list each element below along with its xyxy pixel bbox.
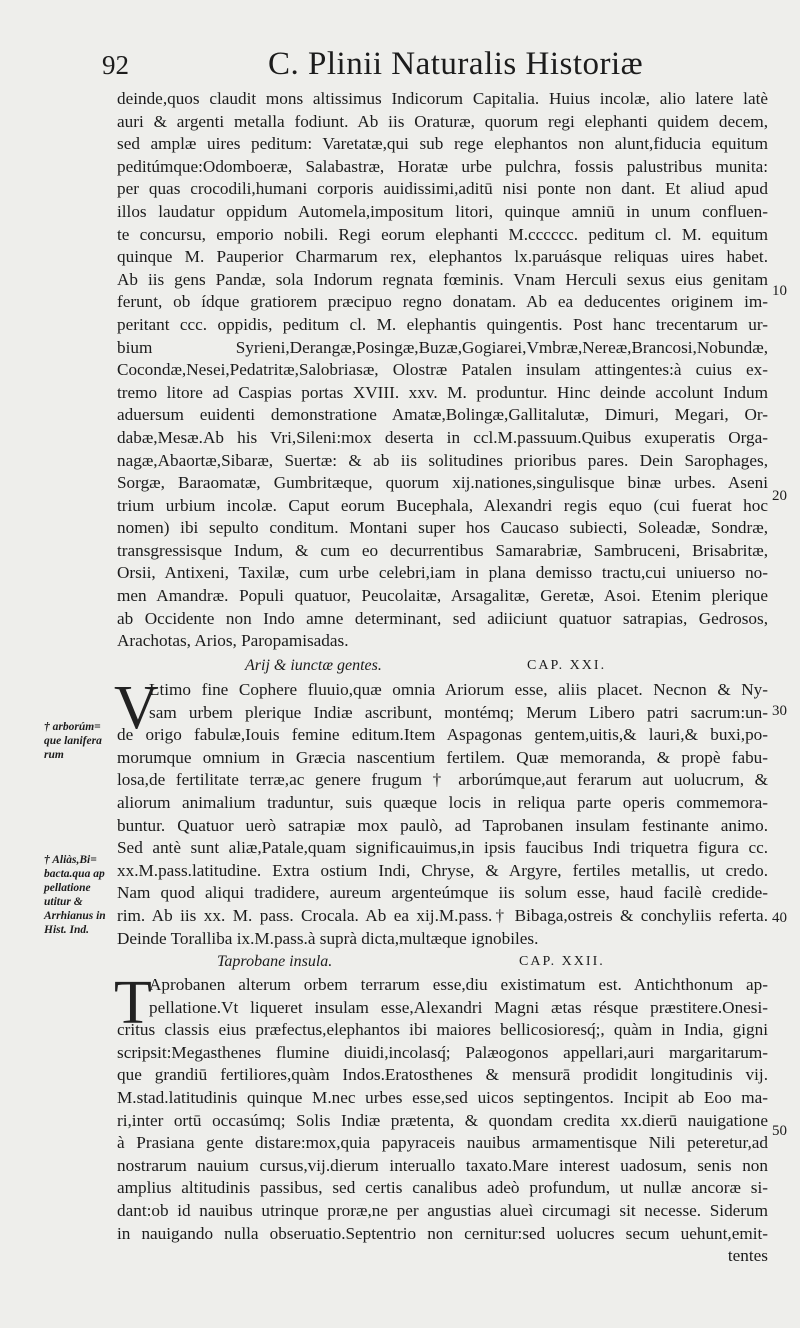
paragraph-block-3 bbox=[117, 974, 768, 1268]
text-line: Aprobanen alterum orbem terrarum esse,diu existimatum est. Antichthonum ap- bbox=[149, 975, 768, 994]
text-line: transgressisque Indum, & cum eo decurrentibus Samarabriæ, Sambruceni, Brisabritæ, bbox=[117, 540, 768, 560]
text-line: quinque M. Pauperior Charmarum rex, elephantos lx.paruásque reliquas uires habet. bbox=[117, 247, 768, 267]
text-line: buntur. Quatuor uerò satrapiæ mox paulò, ad Taprobanen insulam festinante animo. bbox=[117, 815, 768, 835]
text-line: per quas crocodili,humani corporis auidissimi,aditū nisi ponte non dant. Et aliud apud bbox=[117, 179, 768, 199]
text-line: aliorum animalium traduntur, suis quæque locis in reliqua parte operis commemora- bbox=[117, 792, 768, 812]
text-line: Sorgæ, Baraomatæ, Gumbritæque, quorum xij.nationes,singulisque binæ urbes. Aseni bbox=[117, 473, 768, 493]
text-line: nagæ,Abaortæ,Sibaræ, Suertæ: & ab iis solitudines prioribus pares. Dein Sarophages, bbox=[117, 450, 768, 470]
drop-cap: V bbox=[114, 674, 159, 742]
text-line: critus classis eius præfectus,elephantos ibi maiores bellicosioresq́;, quàm in India, gigni bbox=[117, 1020, 768, 1040]
text-line: ri,inter ortū occasúmq; Solis Indiæ prætenta, & quondam credita xx.dierū nauigatione bbox=[117, 1110, 768, 1130]
text-line: pellatione.Vt liqueret insulam esse,Alexandri Magni ætas résque præstitere.Onesi- bbox=[149, 997, 768, 1017]
text-line: ferunt, ob ídque gratiorem præcipuo regno donatam. Ab ea deducentes originem im- bbox=[117, 292, 768, 312]
text-line: morumque omnium in Græcia nascentium fertilem. Quæ memoranda, & propè fabu- bbox=[117, 747, 768, 767]
text-line: auri & argenti metalla fodiunt. Ab iis Oraturæ, quorum regi elephanti quidem decem, bbox=[117, 111, 768, 131]
catchword: tentes bbox=[727, 1246, 768, 1266]
text-line: bium Syrieni,Derangæ,Posingæ,Buzæ,Gogiarei,Vmbræ,Nereæ,Brancosi,Nobundæ, bbox=[117, 337, 768, 357]
chapter-heading-22 bbox=[117, 951, 768, 973]
text-line: Orsii, Antixeni, Taxilæ, cum urbe celebri,iam in plana demisso tractu,cui uniuerso no- bbox=[117, 563, 768, 583]
text-line: Arachotas, Arios, Paropamisadas. bbox=[117, 631, 349, 651]
text-line: trium urbium incolæ. Caput eorum Bucephala, Alexandri regis equo (cui fuerat hoc bbox=[117, 495, 768, 515]
text-line: sed amplæ uires peditum: Varetatæ,qui sub rege elephantos non alunt,fiducia equitum bbox=[117, 134, 768, 154]
marginal-note: † arborúm= que lanifera rum bbox=[44, 721, 102, 761]
text-line: sam urbem plerique Indiæ ascribunt, montémq; Merum Libero patri sacrum:un- bbox=[149, 702, 768, 722]
text-line: xx.M.pass.latitudine. Extra ostium Indi, Chryse, & Argyre, fertiles metallis, ut credo. bbox=[117, 860, 768, 880]
text-line: deinde,quos claudit mons altissimus Indicorum Capitalia. Huius incolæ, alio latere latè bbox=[117, 89, 768, 108]
text-line: illos laudatur oppidum Automela,impositum litori, quinque amniū in unum confluen- bbox=[117, 201, 768, 221]
chapter-number: CAP. XXII. bbox=[519, 954, 605, 969]
text-line: aduersum euidenti demonstratione Amatæ,Bolingæ,Gallitalutæ, Dimuri, Megari, Or- bbox=[117, 405, 768, 425]
running-title: C. Plinii Naturalis Historiæ bbox=[268, 46, 644, 82]
line-number: 10 bbox=[772, 283, 787, 299]
text-line: de origo fabulæ,Iouis femine editum.Item Aspagonas gentem,uitis,& lauri,& buxi,po- bbox=[117, 725, 768, 745]
text-line: peditúmque:Odomboeræ, Salabastræ, Horatæ urbe pulchra, fossis palustribus munita: bbox=[117, 156, 768, 176]
text-line: Cocondæ,Nesei,Pedatritæ,Salobriasæ, Olostræ Patalen insulam attingentes:à cuius ex- bbox=[117, 360, 768, 380]
text-line: Ltimo fine Cophere fluuio,quæ omnia Ariorum esse, aliis placet. Necnon & Ny- bbox=[149, 680, 768, 699]
text-line: te concursu, emporio nobili. Regi eorum elephanti M.cccccc. peditum cl. M. equitum bbox=[117, 224, 768, 244]
chapter-number: CAP. XXI. bbox=[527, 658, 607, 673]
chapter-title: Arij & iunctæ gentes. bbox=[245, 657, 382, 674]
text-line: tremo litore ad Caspias portas XVIII. xxv. M. produntur. Hinc deinde accolunt Indum bbox=[117, 382, 768, 402]
text-line: dabæ,Mesæ.Ab his Vri,Sileni:mox deserta in ccl.M.passuum.Quibus exuperatis Orga- bbox=[117, 427, 768, 447]
line-number: 50 bbox=[772, 1123, 787, 1139]
text-line: men Amandræ. Populi quatuor, Peucolaitæ, Arsagalitæ, Geretæ, Asoi. Etenim plerique bbox=[117, 586, 768, 606]
paragraph-block-2 bbox=[117, 679, 768, 950]
text-line: nomen) ibi sepulto conditum. Montani super hos Caucaso subiecti, Soleadæ, Sondræ, bbox=[117, 518, 768, 538]
text-line: scripsit:Megasthenes flumine diuidi,incolasq́; Palæogonos appellari,auri margaritarum- bbox=[117, 1042, 768, 1062]
text-line: dant:ob id nauibus utrinque proræ,ne per angustias alueì circumagi sit necesse. Siderum bbox=[117, 1200, 768, 1220]
text-line: in nauigando nulla obseruatio.Septentrio non cernitur:sed uolucres secum uehunt,emit- bbox=[117, 1223, 768, 1243]
line-number: 40 bbox=[772, 910, 787, 926]
paragraph-block-1 bbox=[117, 88, 768, 653]
line-number: 20 bbox=[772, 488, 787, 504]
drop-cap: T bbox=[114, 969, 152, 1037]
text-line: à Prasiana gente distare:mox,quia papyraceis nauibus armamentisque Nili peteretur,ad bbox=[117, 1133, 768, 1153]
marginal-note: † Aliàs,Bi= bacta.qua ap pellatione utitur & Arrhianus in Hist. Ind. bbox=[44, 854, 106, 936]
page-number: 92 bbox=[102, 50, 129, 80]
text-line: Ab iis gens Pandæ, sola Indorum regnata fœminis. Vnam Herculi sexus eius genitam bbox=[117, 269, 768, 289]
text-line: ab Occidente non Indo amne determinant, sed adiiciunt quatuor satrapias, Gedrosos, bbox=[117, 608, 768, 628]
text-line: que grandiū fertiliores,quàm Indos.Eratosthenes & mensurā prodidit longitudinis vij. bbox=[117, 1065, 768, 1085]
text-line: peritant ccc. oppidis, peditum cl. M. elephantis quingentis. Post hanc trecentarum ur- bbox=[117, 314, 768, 334]
text-line: Deinde Toralliba ix.M.pass.à suprà dicta,multæque ignobiles. bbox=[117, 928, 539, 948]
text-line: nostrarum nauium cursus,vij.dierum interuallo taxato.Mare interest uadosum, senis non bbox=[117, 1155, 768, 1175]
text-line: rim. Ab iis xx. M. pass. Crocala. Ab ea xij.M.pass.† Bibaga,ostreis & conchyliis referta. bbox=[117, 905, 768, 925]
text-line: Sed antè sunt aliæ,Patale,quam significauimus,in ipsis faucibus Indi triquetra figura cc. bbox=[117, 838, 768, 858]
text-line: amplius altitudinis passibus, sed certis canalibus adeò profundum, ut nullæ ancoræ si- bbox=[117, 1178, 768, 1198]
text-line: M.stad.latitudinis quinque M.nec urbes esse,sed uicos septingentos. Incipit ab Eoo ma- bbox=[117, 1087, 768, 1107]
chapter-title: Taprobane insula. bbox=[217, 953, 333, 970]
chapter-heading-21 bbox=[117, 655, 768, 677]
line-number: 30 bbox=[772, 703, 787, 719]
text-line: losa,de fertilitate terræ,ac genere frugum † arborúmque,aut ferarum aut uolucrum, & bbox=[117, 770, 768, 790]
text-line: Nam quod aliqui tradidere, aureum argenteúmque iis solum esse, haud facilè credide- bbox=[117, 883, 768, 903]
